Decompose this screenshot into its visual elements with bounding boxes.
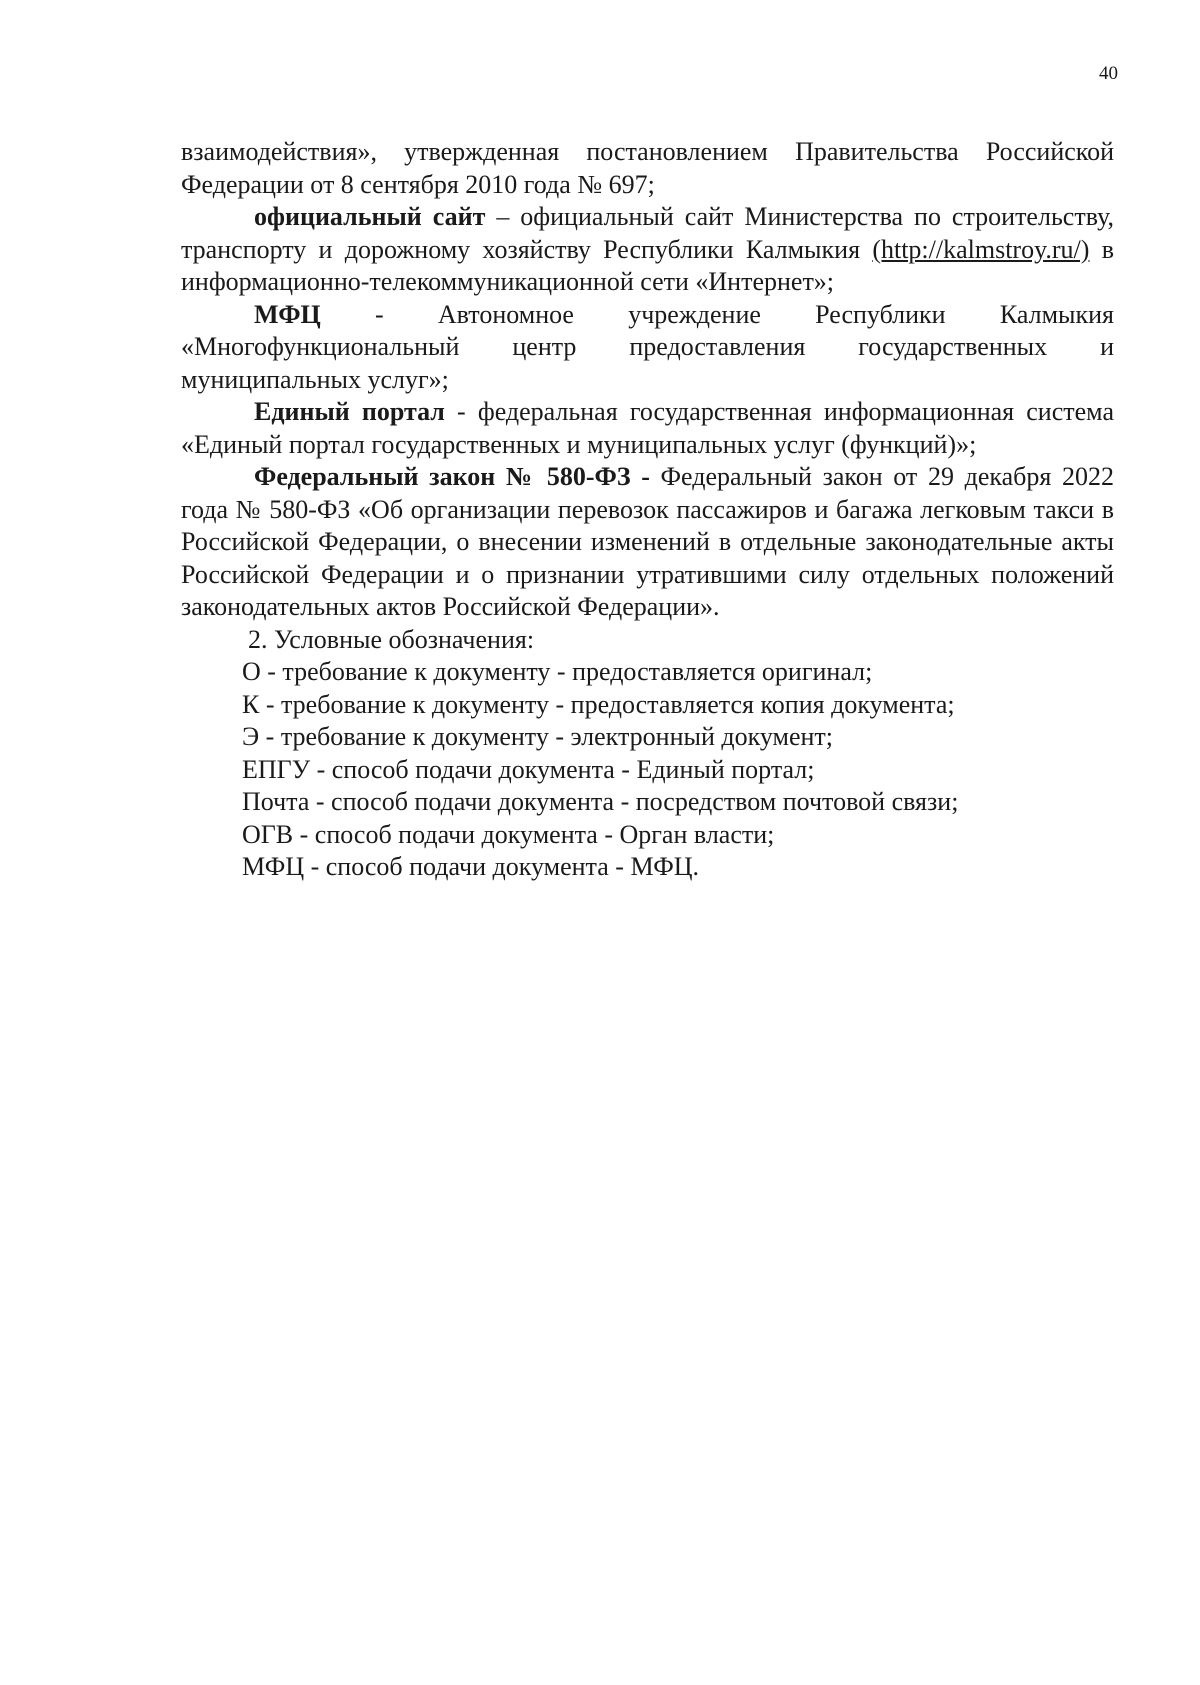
legend-title: 2. Условные обозначения:: [248, 624, 535, 654]
definition-official-site-text: – официальный сайт Министерства по строительству, транспорту и дорожному хозяйству Республики Калмыкия: [181, 202, 1114, 264]
paragraph-continuation: взаимодействия», утвержденная постановлением Правительства Российской Федерации от 8 сентября 2010 года № 697;: [181, 137, 1114, 199]
legend-item: ЕПГУ - способ подачи документа - Единый портал;: [242, 754, 815, 784]
definition-federal-law: [181, 461, 1114, 624]
term-federal-law: Федеральный закон № 580-ФЗ -: [254, 462, 650, 491]
term-mfc: МФЦ: [254, 299, 321, 329]
definition-official-site: [181, 201, 1114, 299]
legend-item: Почта - способ подачи документа - посредством почтовой связи;: [242, 787, 959, 816]
term-official-site: официальный сайт: [254, 202, 486, 231]
definition-mfc-text: - Автономное учреждение Республики Калмыкия «Многофункциональный центр предоставления государственных и муниципальных услуг»;: [181, 299, 1114, 394]
legend-item: МФЦ - способ подачи документа - МФЦ.: [242, 852, 700, 881]
legend-item: К - требование к документу - предоставляется копия документа;: [242, 689, 955, 719]
definition-unified-portal: [181, 396, 1114, 461]
term-unified-portal: Единый портал: [254, 397, 445, 426]
page-number: 40: [1099, 63, 1118, 84]
legend-item: Э - требование к документу - электронный документ;: [242, 722, 834, 751]
definition-mfc: [181, 299, 1114, 397]
document-body: [181, 136, 1114, 884]
legend-item: ОГВ - способ подачи документа - Орган власти;: [242, 819, 775, 849]
legend-item: О - требование к документу - предоставляется оригинал;: [242, 657, 873, 686]
definition-official-site-text-end: в информационно-телекоммуникационной сети «Интернет»;: [181, 234, 1115, 296]
kalmstroy-link[interactable]: (http://kalmstroy.ru/): [872, 234, 1090, 264]
definition-federal-law-text: Федеральный закон от 29 декабря 2022 года № 580-ФЗ «Об организации перевозок пассажиров и багажа легковым такси в Российской Федерации, о внесении изменений в отдельные законодательные акты Российской Федерации и о признании утратившими силу отдельных положений законодательных актов Российской Федерации».: [181, 462, 1114, 621]
definition-unified-portal-text: - федеральная государственная информационная система «Единый портал государственных и муниципальных услуг (функций)»;: [181, 397, 1114, 459]
